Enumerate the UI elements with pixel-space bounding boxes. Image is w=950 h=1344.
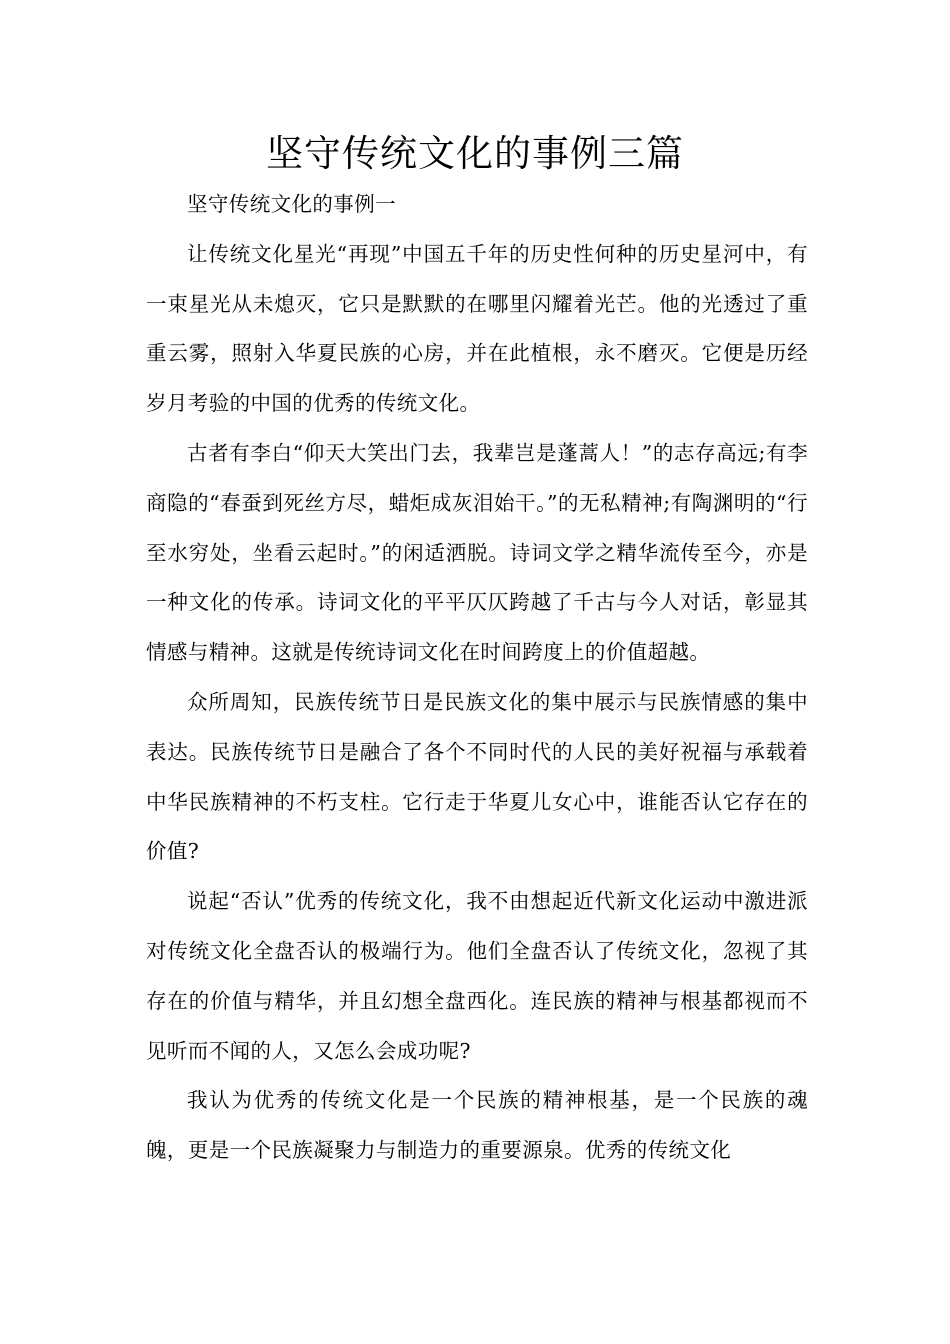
paragraph-2: 古者有李白“仰天大笑出门去，我辈岂是蓬蒿人！”的志存高远;有李商隐的“春蚕到死丝方尽，蜡炬成灰泪始干。”的无私精神;有陶渊明的“行至水穷处，坐看云起时。”的闲适洒脱。诗词文学之精华流传至今，亦是一种文化的传承。诗词文化的平平仄仄跨越了千古与今人对话，彰显其情感与精神。这就是传统诗词文化在时间跨度上的价值超越。 (146, 440, 808, 665)
paragraph-1: 让传统文化星光“再现”中国五千年的历史性何种的历史星河中，有一束星光从未熄灭，它只是默默的在哪里闪耀着光芒。他的光透过了重重云雾，照射入华夏民族的心房，并在此植根，永不磨灭。它便是历经岁月考验的中国的优秀的传统文化。 (146, 241, 808, 416)
paragraph-4: 说起“否认”优秀的传统文化，我不由想起近代新文化运动中激进派对传统文化全盘否认的极端行为。他们全盘否认了传统文化，忽视了其存在的价值与精华，并且幻想全盘西化。连民族的精神与根基都视而不见听而不闻的人，又怎么会成功呢? (146, 889, 808, 1063)
document-title: 坚守传统文化的事例三篇 (266, 132, 684, 175)
document-body (146, 180, 808, 1176)
paragraph-3: 众所周知，民族传统节日是民族文化的集中展示与民族情感的集中表达。民族传统节日是融合了各个不同时代的人民的美好祝福与承载着中华民族精神的不朽支柱。它行走于华夏儿女心中，谁能否认它存在的价值? (146, 689, 808, 864)
paragraph-5: 我认为优秀的传统文化是一个民族的精神根基，是一个民族的魂魄，更是一个民族凝聚力与制造力的重要源泉。优秀的传统文化 (146, 1088, 808, 1163)
section-heading: 坚守传统文化的事例一 (187, 192, 396, 216)
